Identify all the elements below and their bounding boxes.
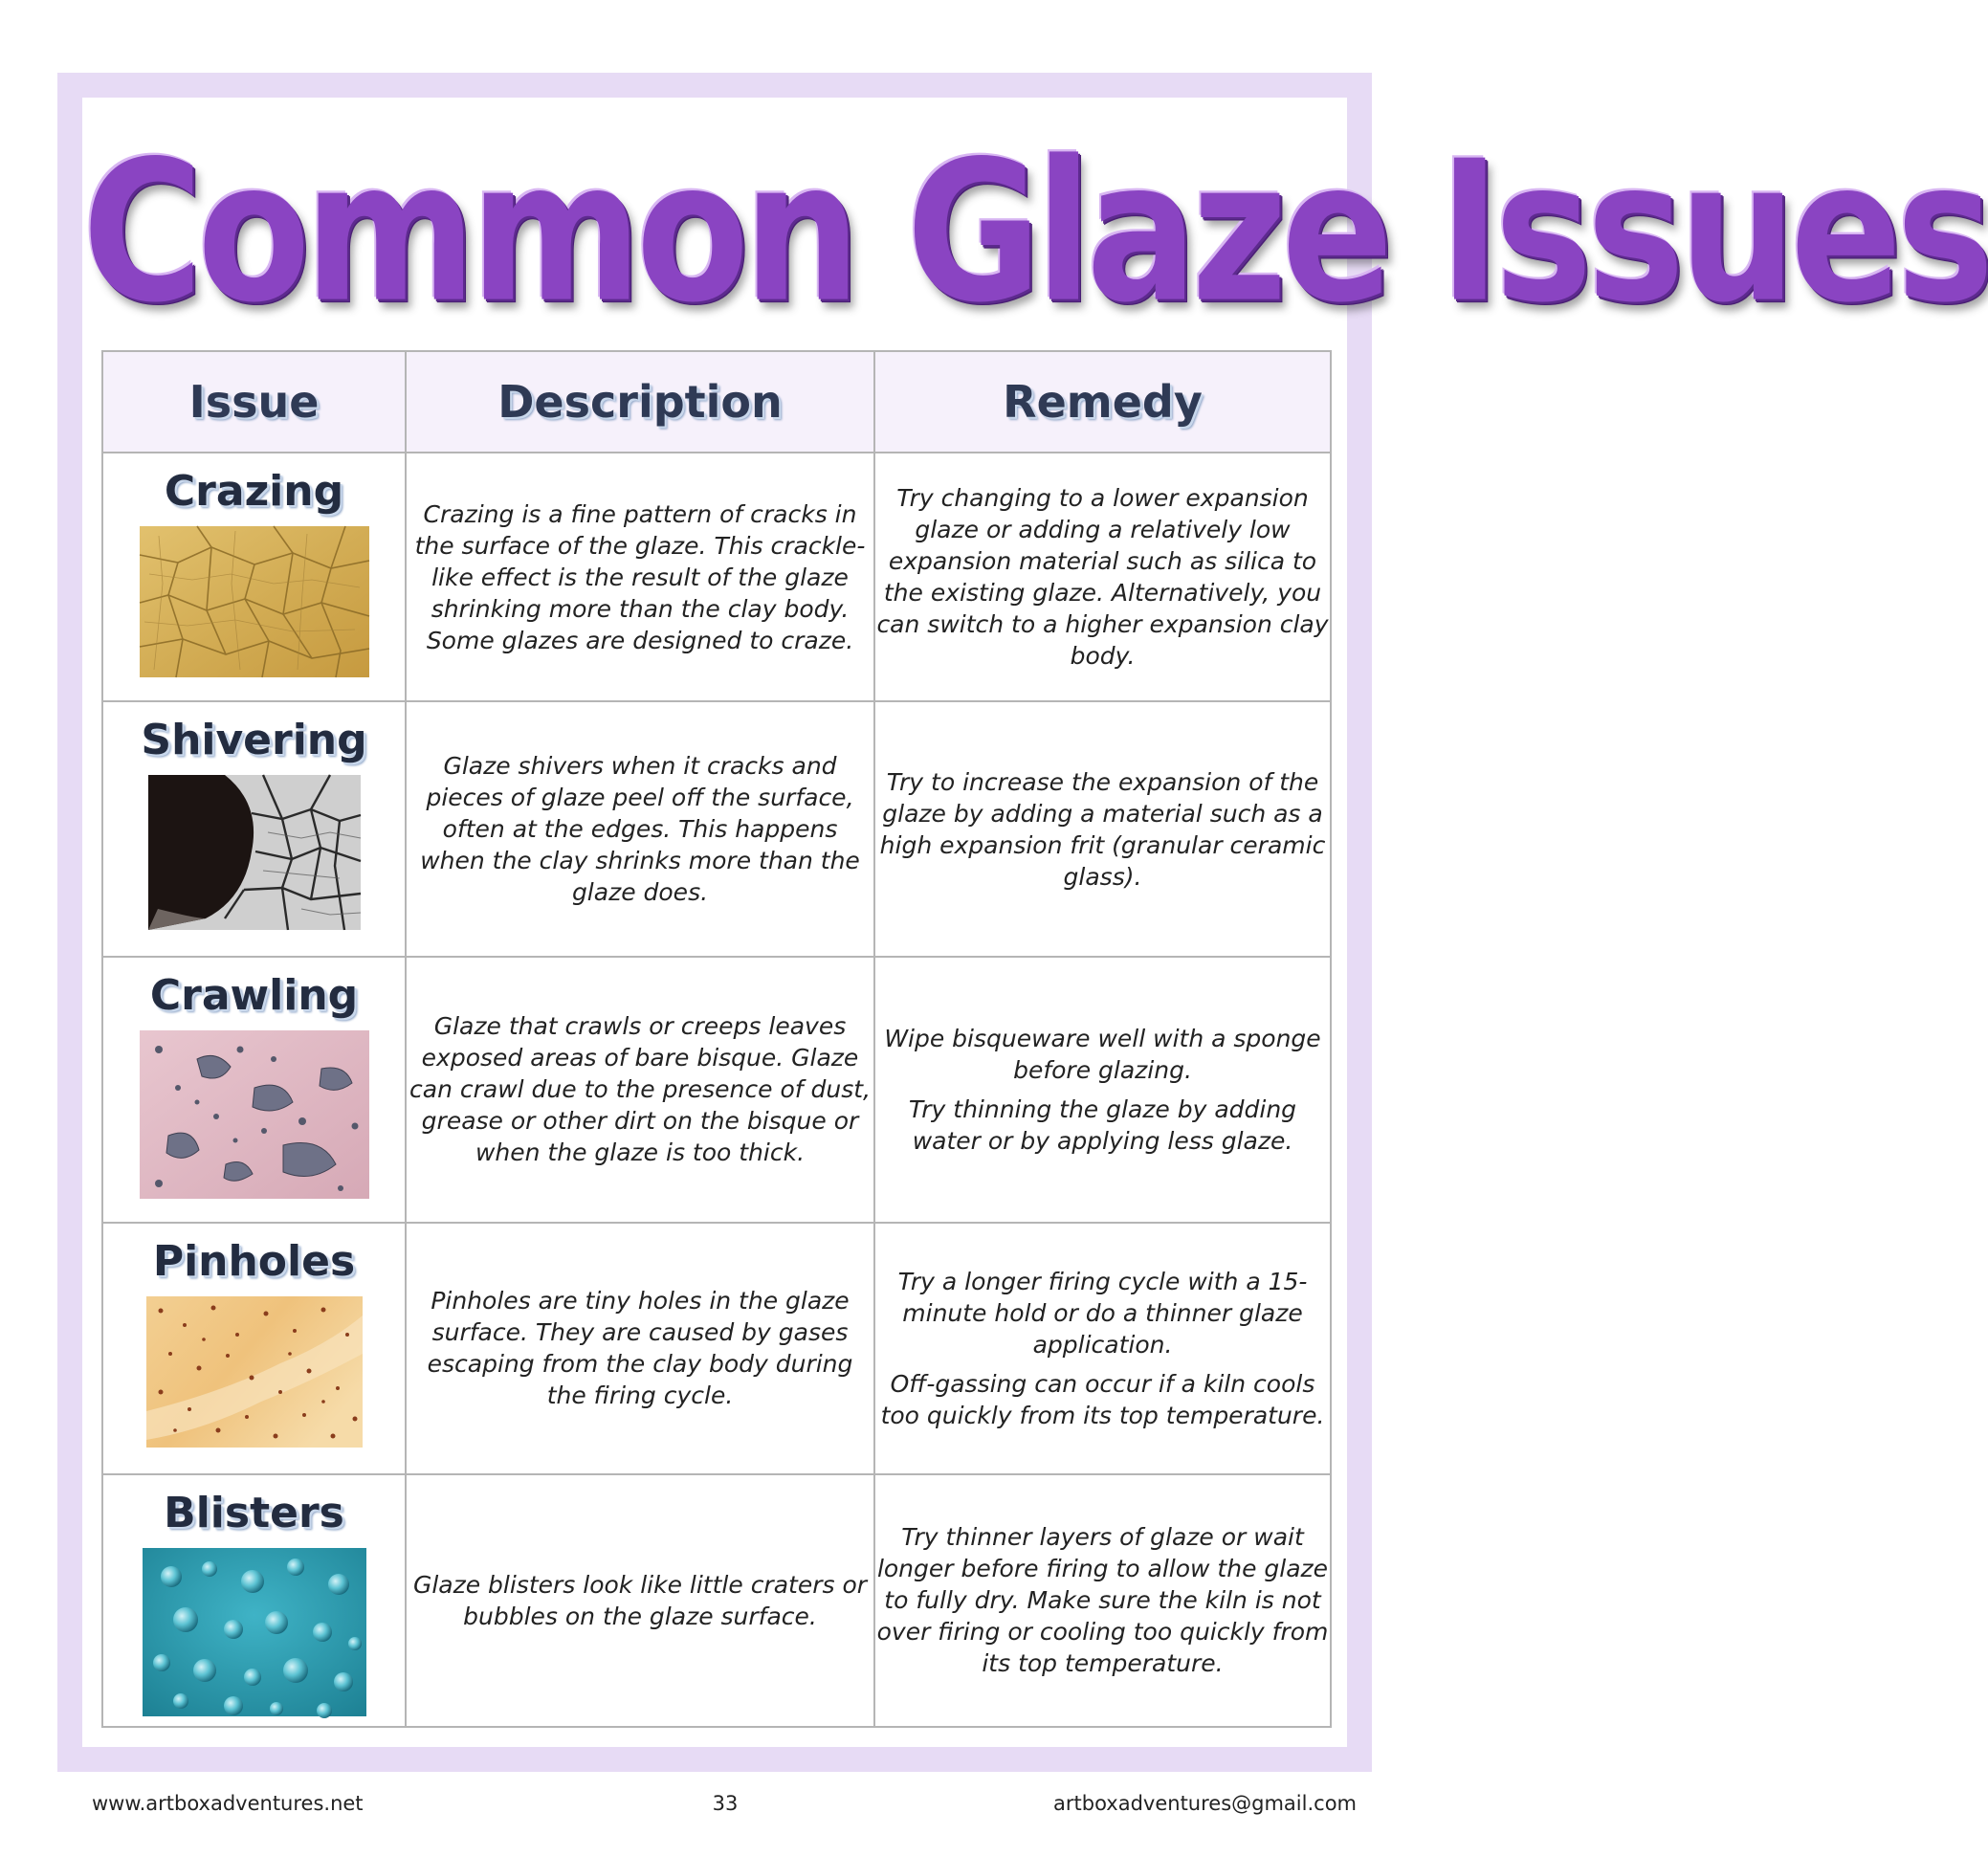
remedy-cell: [874, 1474, 1331, 1727]
description-cell: [406, 1474, 874, 1727]
crazing-image: [140, 526, 369, 677]
shivering-image: [148, 775, 361, 930]
issue-name: Crawling: [149, 970, 359, 1020]
issue-cell: [102, 453, 406, 701]
description-text: Pinholes are tiny holes in the glaze surface. They are caused by gases escaping from the clay body during the firing cycle.: [427, 1287, 853, 1410]
remedy-cell: [874, 1223, 1331, 1473]
remedy-text: Try a longer firing cycle with a 15-minute hold or do a thinner glaze application.: [897, 1267, 1308, 1359]
description-cell: [406, 957, 874, 1223]
footer-email[interactable]: artboxadventures@gmail.com: [1053, 1792, 1357, 1815]
remedy-cell: [874, 453, 1331, 701]
remedy-text: Try thinning the glaze by adding water or by applying less glaze.: [908, 1094, 1297, 1155]
description-cell: [406, 701, 874, 956]
remedy-text: Wipe bisqueware well with a sponge before glazing.: [884, 1024, 1321, 1084]
crawling-image: [140, 1030, 369, 1199]
remedy-text: Try changing to a lower expansion glaze or adding a relatively low expansion material such as silica to the existing glaze. Alternatively, you can switch to a higher expansion clay body.: [876, 484, 1329, 671]
issue-cell: [102, 1474, 406, 1727]
header-issue: Issue: [102, 351, 406, 453]
issue-cell: [102, 701, 406, 956]
footer-website[interactable]: www.artboxadventures.net: [92, 1792, 364, 1815]
issue-cell: [102, 957, 406, 1223]
table-row-shivering: [102, 701, 1331, 956]
remedy-cell: [874, 957, 1331, 1223]
footer-page-number: 33: [712, 1792, 739, 1815]
issue-name: Pinholes: [152, 1237, 356, 1287]
remedy-text: Try thinner layers of glaze or wait longer before firing to allow the glaze to fully dry. Make sure the kiln is not over firing or cooling too quickly from its top temperature.: [876, 1523, 1329, 1678]
table-row-blisters: [102, 1474, 1331, 1727]
pinholes-image: [146, 1296, 363, 1448]
issue-name: Shivering: [141, 716, 367, 765]
header-remedy: Remedy: [874, 351, 1331, 453]
remedy-text: Off-gassing can occur if a kiln cools too quickly from its top temperature.: [880, 1369, 1325, 1429]
header-description: Description: [406, 351, 874, 453]
issue-cell: [102, 1223, 406, 1473]
description-text: Glaze that crawls or creeps leaves exposed areas of bare bisque. Glaze can crawl due to the presence of dust, grease or other dirt on the bisque or when the glaze is too thick.: [409, 1012, 871, 1167]
issue-name: Crazing: [164, 467, 344, 516]
remedy-cell: [874, 701, 1331, 956]
page-title: Common Glaze Issues: [82, 118, 1988, 345]
description-cell: [406, 1223, 874, 1473]
description-text: Glaze blisters look like little craters or bubbles on the glaze surface.: [412, 1570, 868, 1630]
table-row-crawling: [102, 957, 1331, 1223]
blisters-image: [143, 1548, 366, 1716]
table-row-pinholes: [102, 1223, 1331, 1473]
glaze-issues-table: [101, 350, 1332, 1728]
issue-name: Blisters: [164, 1488, 344, 1537]
table-row-crazing: [102, 453, 1331, 701]
table-header-row: [102, 351, 1331, 453]
description-text: Glaze shivers when it cracks and pieces of glaze peel off the surface, often at the edges. This happens when the clay shrinks more than the glaze does.: [420, 752, 860, 907]
description-text: Crazing is a fine pattern of cracks in the surface of the glaze. This crackle-like effect is the result of the glaze shrinking more than the clay body. Some glazes are designed to craze.: [414, 499, 866, 654]
remedy-text: Try to increase the expansion of the glaze by adding a material such as a high expansion frit (granular ceramic glass).: [879, 767, 1326, 891]
description-cell: [406, 453, 874, 701]
